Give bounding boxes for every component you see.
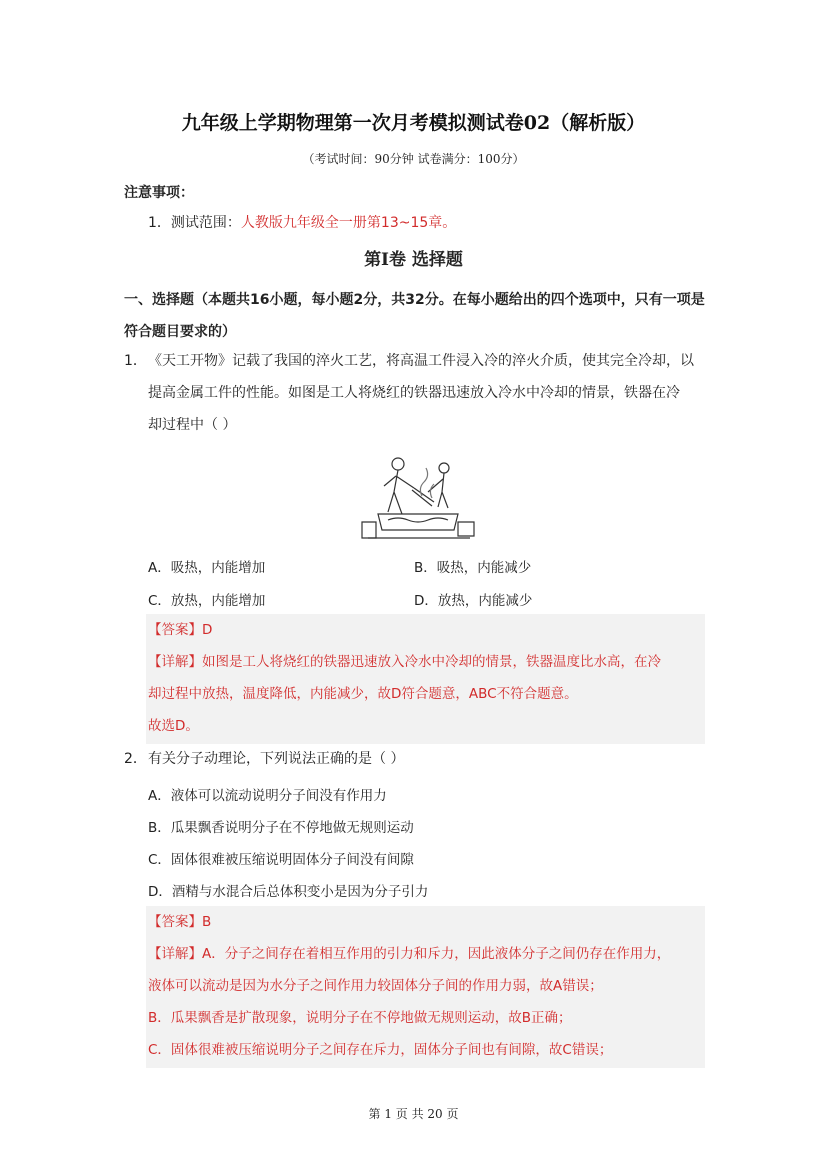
exam-info: （考试时间：90分钟 试卷满分：100分） xyxy=(302,152,525,166)
detail-line: C．固体很难被压缩说明分子之间存在斥力，固体分子间也有间隙，故C错误； xyxy=(148,1042,613,1058)
question-number: 2． xyxy=(124,751,147,767)
detail-line: B．瓜果飘香是扩散现象，说明分子在不停地做无规则运动，故B正确； xyxy=(148,1010,572,1026)
page-title: 九年级上学期物理第一次月考模拟测试卷02（解析版） xyxy=(181,112,646,134)
page-number: 第 1 页 共 20 页 xyxy=(368,1107,459,1121)
option-d: D．放热，内能减少 xyxy=(414,593,533,609)
detail-line: 故选D。 xyxy=(148,718,199,734)
option-b: B．吸热，内能减少 xyxy=(414,560,532,576)
option-a: A．吸热，内能增加 xyxy=(148,560,266,576)
question-stem-line: 提高金属工件的性能。如图是工人将烧红的铁器迅速放入冷水中冷却的情景，铁器在冷 xyxy=(148,385,680,401)
part-heading: 一、选择题（本题共16小题，每小题2分，共32分。在每小题给出的四个选项中，只有一项是符合题目要求的） xyxy=(124,292,705,340)
option-c: C．固体很难被压缩说明固体分子间没有间隙 xyxy=(148,852,414,868)
option-c: C．放热，内能增加 xyxy=(148,593,266,609)
question-2-solution xyxy=(146,906,705,1068)
answer-line: 【答案】B xyxy=(148,914,212,930)
quenching-illustration-icon xyxy=(358,452,478,542)
detail-line: 却过程中放热，温度降低，内能减少，故D符合题意，ABC不符合题意。 xyxy=(148,686,578,702)
detail-line: 【详解】如图是工人将烧红的铁器迅速放入冷水中冷却的情景，铁器温度比水高，在冷 xyxy=(148,654,661,670)
question-1-solution xyxy=(146,614,705,744)
section-title: 第Ⅰ卷 选择题 xyxy=(364,250,463,270)
answer-line: 【答案】D xyxy=(148,622,213,638)
notice-item-scope xyxy=(148,212,456,232)
option-a: A．液体可以流动说明分子间没有作用力 xyxy=(148,788,387,804)
detail-line: 【详解】A．分子之间存在着相互作用的引力和斥力，因此液体分子之间仍存在作用力， xyxy=(148,946,671,962)
notice-item-value: 人教版九年级全一册第13~15章。 xyxy=(240,215,457,231)
question-2-stem xyxy=(124,743,709,775)
question-number: 1． xyxy=(124,353,147,369)
question-stem-line: 有关分子动理论，下列说法正确的是（ ） xyxy=(148,751,405,767)
question-stem-line: 却过程中（ ） xyxy=(148,417,237,433)
option-b: B．瓜果飘香说明分子在不停地做无规则运动 xyxy=(148,820,414,836)
notice-item-prefix: 1．测试范围： xyxy=(148,215,241,231)
option-d: D．酒精与水混合后总体积变小是因为分子引力 xyxy=(148,884,429,900)
question-1-stem xyxy=(124,345,709,441)
notice-heading: 注意事项： xyxy=(124,185,194,201)
detail-line: 液体可以流动是因为水分子之间作用力较固体分子间的作用力弱，故A错误； xyxy=(148,978,603,994)
question-stem-line: 《天工开物》记载了我国的淬火工艺，将高温工件浸入冷的淬火介质，使其完全冷却，以 xyxy=(148,353,694,369)
